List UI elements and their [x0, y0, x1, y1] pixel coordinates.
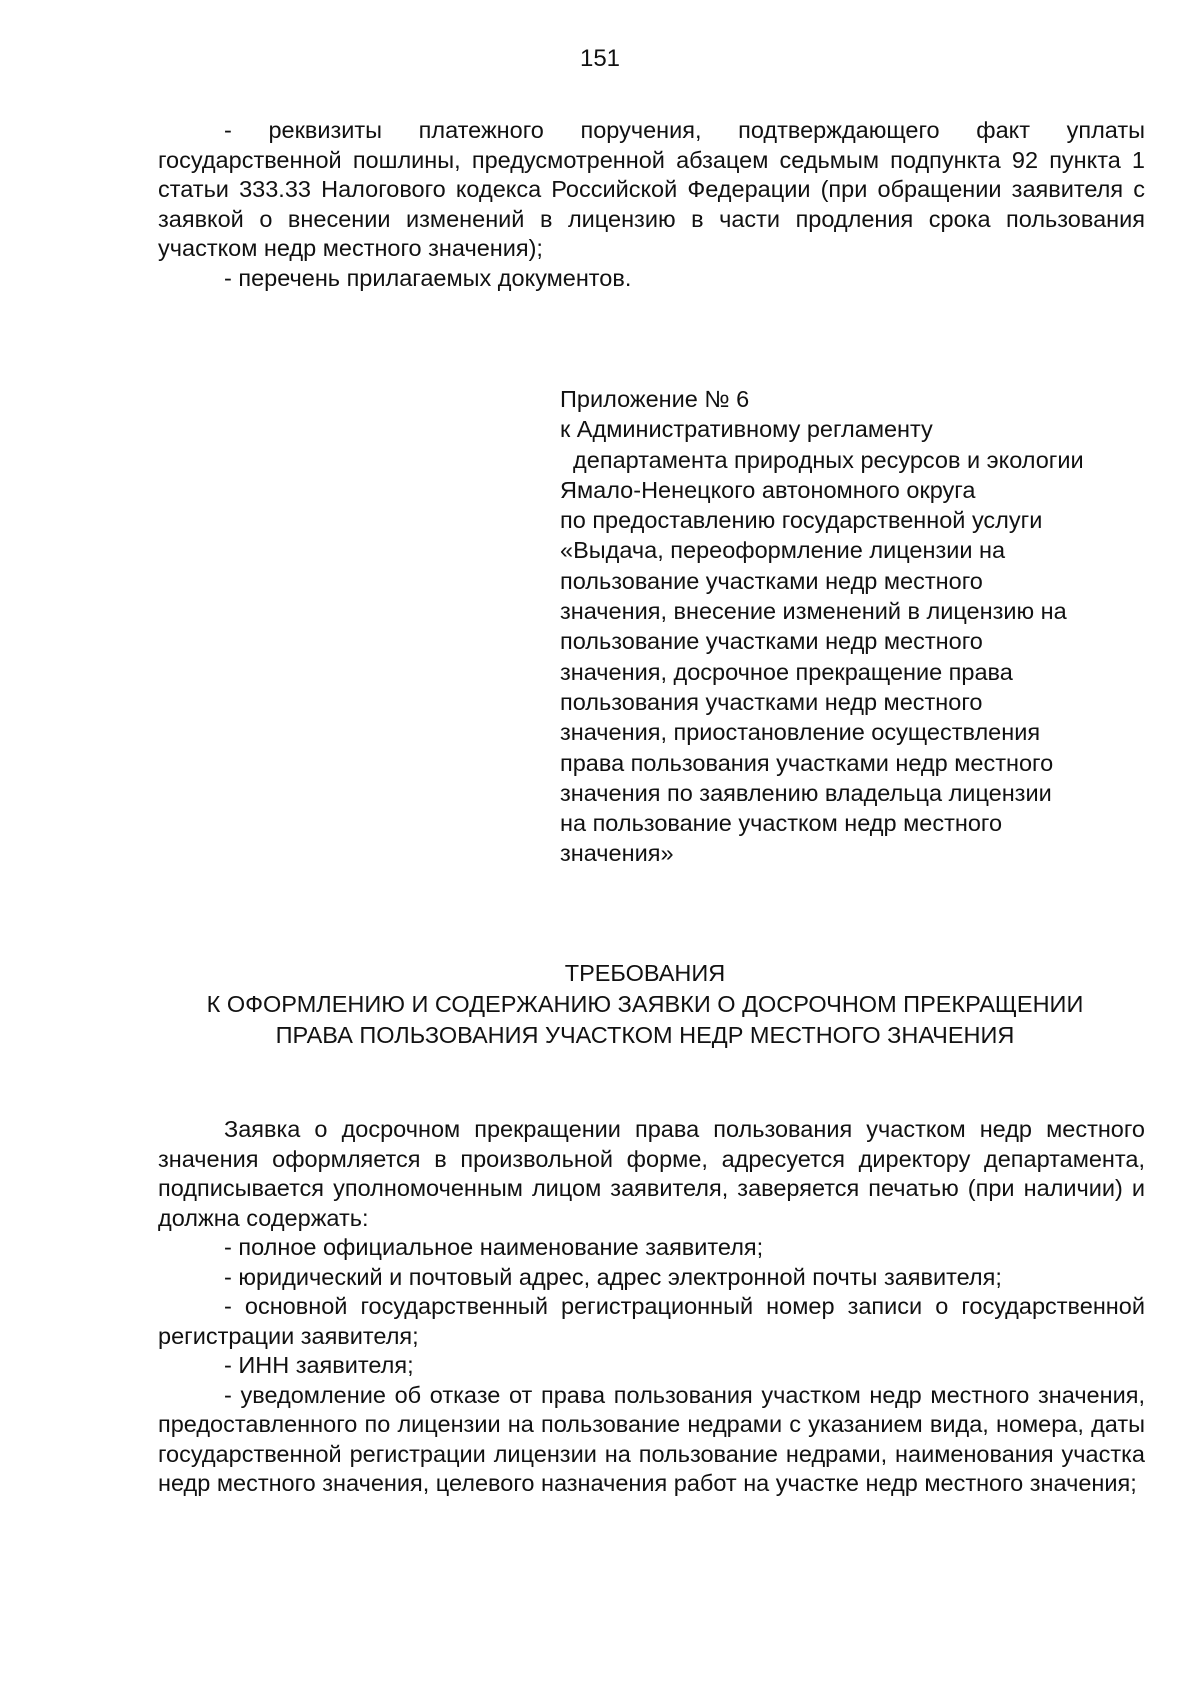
list-item: - ИНН заявителя; [224, 1352, 414, 1378]
appendix-header [560, 384, 1160, 869]
heading-title: ТРЕБОВАНИЯ [564, 960, 726, 986]
appendix-line: значения, внесение изменений в лицензию на [560, 598, 1067, 625]
heading-subtitle-line: ПРАВА ПОЛЬЗОВАНИЯ УЧАСТКОМ НЕДР МЕСТНОГО ЗНАЧЕНИЯ [275, 1022, 1015, 1048]
appendix-line: по предоставлению государственной услуги [560, 507, 1043, 534]
list-item: - уведомление об отказе от права пользования участком недр местного значения, предоставленного по лицензии на пользование недрами с указанием вида, номера, даты государственной регистрации лицензии на пользование недрами, наименования участка недр местного значения, целевого назначения работ на участке недр местного значения; [158, 1381, 1145, 1496]
appendix-line: Ямало-Ненецкого автономного округа [560, 476, 976, 503]
list-item: - юридический и почтовый адрес, адрес электронной почты заявителя; [224, 1263, 1002, 1290]
body-section [158, 1115, 1145, 1499]
appendix-line: к Административному регламенту [560, 416, 933, 443]
paragraph-documents-list: - перечень прилагаемых документов. [224, 264, 632, 291]
appendix-line: значения, приостановление осуществления [560, 719, 1041, 746]
section-heading [140, 958, 1150, 1051]
paragraph-payment-details: - реквизиты платежного поручения, подтверждающего факт уплаты государственной пошлины, предусмотренной абзацем седьмым подпункта 92 пункта 1 статьи 333.33 Налогового кодекса Российской Федерации (при обращении заявителя с заявкой о внесении изменений в лицензию в части продления срока пользования участком недр местного значения); [158, 117, 1145, 261]
top-section [158, 116, 1145, 293]
heading-subtitle-line: К ОФОРМЛЕНИЮ И СОДЕРЖАНИЮ ЗАЯВКИ О ДОСРОЧНОМ ПРЕКРАЩЕНИИ [206, 991, 1084, 1017]
appendix-line: «Выдача, переоформление лицензии на [560, 537, 1006, 564]
appendix-line: Приложение № 6 [560, 386, 750, 412]
appendix-line: пользование участками недр местного [560, 567, 983, 594]
page-number: 151 [579, 45, 621, 72]
appendix-line: пользование участками недр местного [560, 628, 983, 655]
appendix-line: значения по заявлению владельца лицензии [560, 779, 1052, 806]
appendix-line: права пользования участками недр местного [560, 749, 1054, 776]
appendix-line: значения» [560, 840, 674, 867]
appendix-line: пользования участками недр местного [560, 688, 983, 715]
appendix-line: департамента природных ресурсов и экологии [560, 446, 1084, 473]
list-item: - полное официальное наименование заявителя; [224, 1234, 764, 1260]
appendix-line: на пользование участком недр местного [560, 810, 1003, 837]
paragraph-application-intro: Заявка о досрочном прекращении права пользования участком недр местного значения оформляется в произвольной форме, адресуется директору департамента, подписывается уполномоченным лицом заявителя, заверяется печатью (при наличии) и должна содержать: [158, 1116, 1145, 1231]
appendix-line: значения, досрочное прекращение права [560, 658, 1013, 685]
list-item: - основной государственный регистрационный номер записи о государственной регистрации заявителя; [158, 1293, 1145, 1349]
